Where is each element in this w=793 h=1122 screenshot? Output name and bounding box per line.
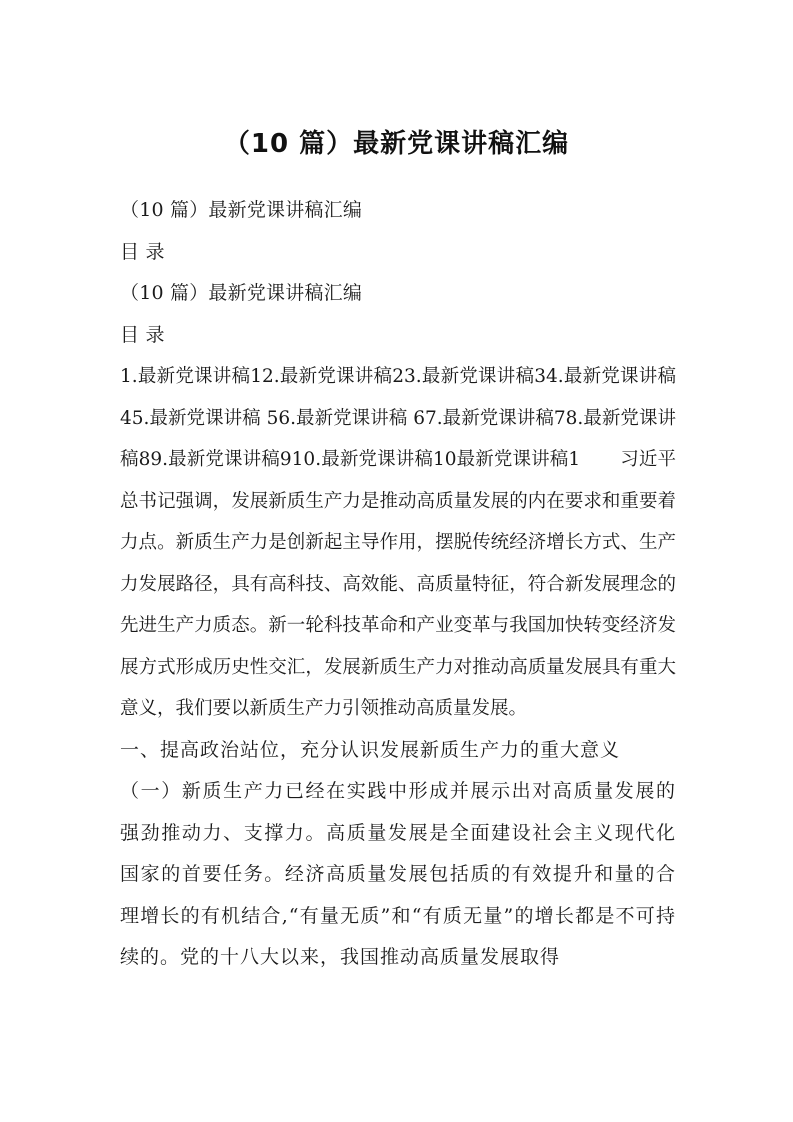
- subtitle-line-repeat: （10 篇）最新党课讲稿汇编: [120, 282, 363, 304]
- toc-heading-repeat: 目 录: [120, 323, 165, 346]
- toc-heading: 目 录: [120, 240, 165, 263]
- subsection-paragraph: （一）新质生产力已经在实践中形成并展示出对高质量发展的强劲推动力、支撑力。高质量发展是全面建设社会主义现代化国家的首要任务。经济高质量发展包括质的有效提升和量的合理增长的有机结合,“有量无质”和“有质无量”的增长都是不可持续的。党的十八大以来，我国推动高质量发展取得: [120, 780, 676, 968]
- section-heading: 一、提高政治站位，充分认识发展新质生产力的重大意义: [120, 738, 621, 761]
- toc-list-text: 1.最新党课讲稿12.最新党课讲稿23.最新党课讲稿34.最新党课讲稿 45.最新党课讲稿 56.最新党课讲稿 67.最新党课讲稿78.最新党课讲稿89.最新党课讲稿910.最新党课讲稿10最新党课讲稿1: [120, 366, 676, 470]
- subtitle-line: （10 篇）最新党课讲稿汇编: [120, 199, 363, 221]
- document-title: （10 篇）最新党课讲稿汇编: [223, 129, 570, 159]
- document-body: [120, 190, 676, 979]
- toc-list-paragraph: [120, 356, 676, 730]
- body-intro-text: 习近平总书记强调，发展新质生产力是推动高质量发展的内在要求和重要着力点。新质生产力是创新起主导作用，摆脱传统经济增长方式、生产力发展路径，具有高科技、高效能、高质量特征，符合新发展理念的先进生产力质态。新一轮科技革命和产业变革与我国加快转变经济发展方式形成历史性交汇，发展新质生产力对推动高质量发展具有重大意义，我们要以新质生产力引领推动高质量发展。: [120, 449, 676, 719]
